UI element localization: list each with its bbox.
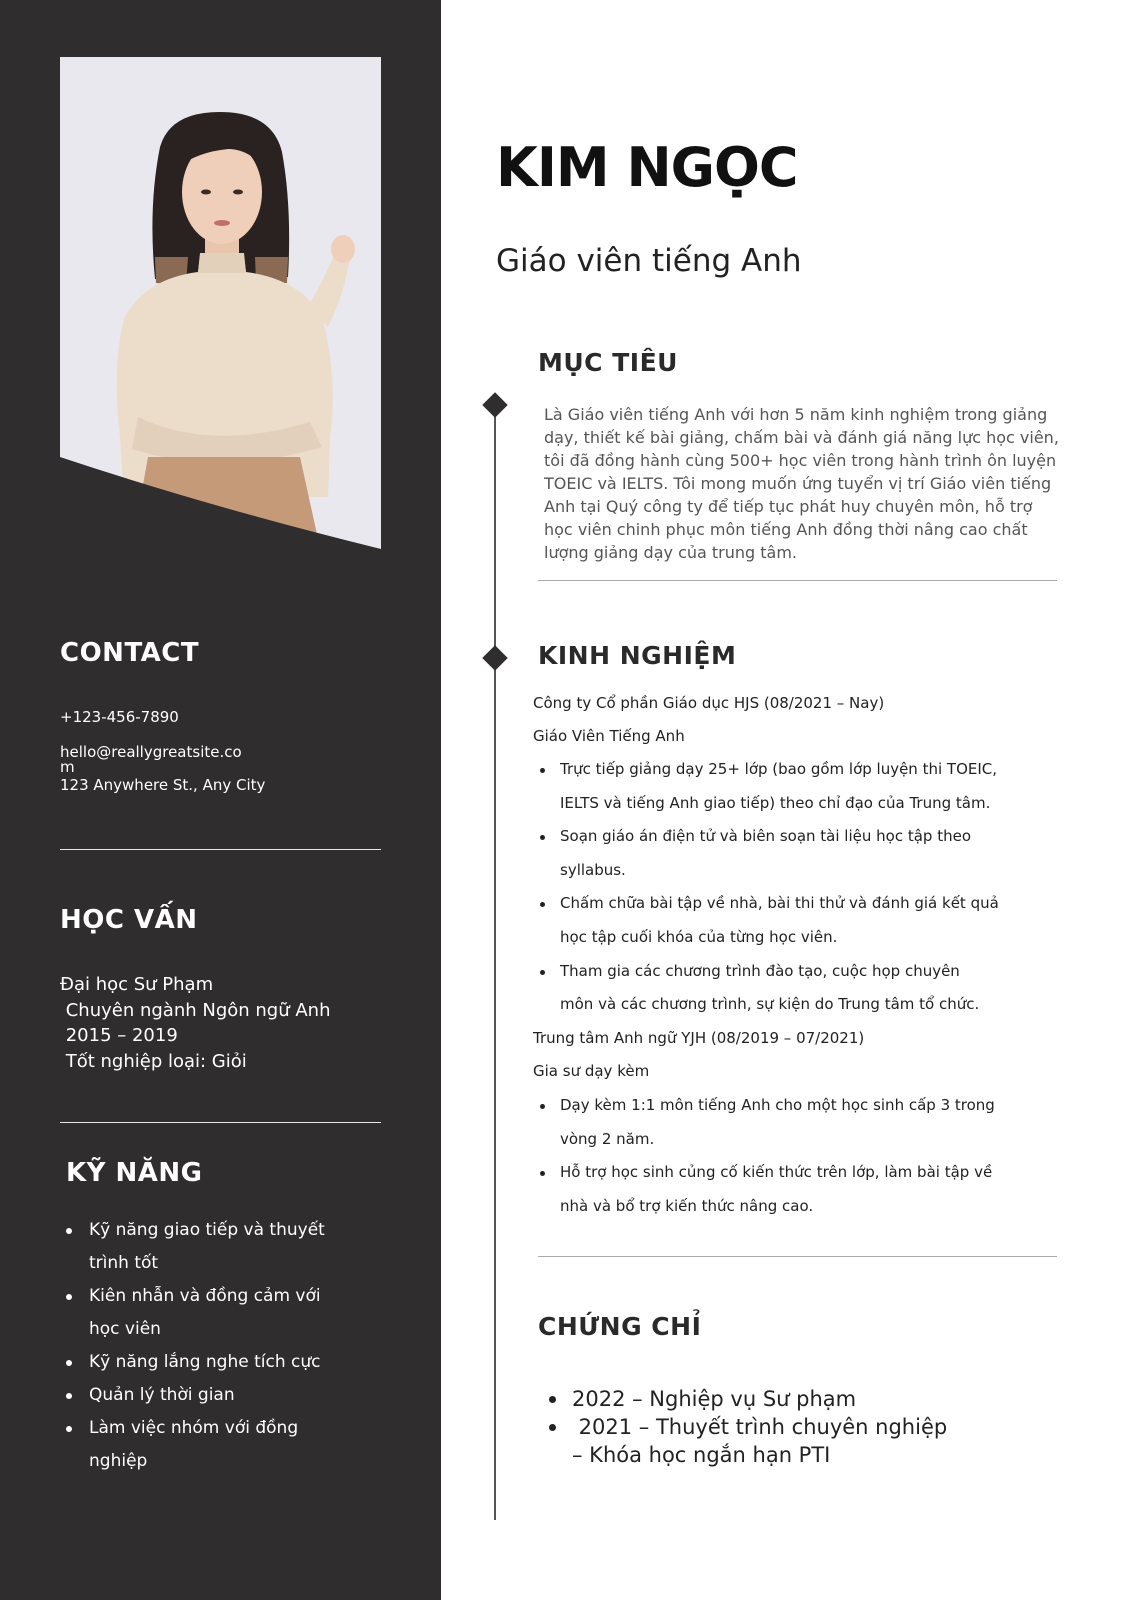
skill-line: trình tốt xyxy=(89,1253,159,1273)
skill-line: Làm việc nhóm với đồng xyxy=(89,1418,299,1438)
bullet-line: học tập cuối khóa của từng học viên. xyxy=(560,927,838,946)
certificates-list xyxy=(545,1385,995,1469)
timeline-diamond-icon xyxy=(482,392,507,417)
bullet-line: môn và các chương trình, sự kiện do Trung tâm tổ chức. xyxy=(560,995,980,1014)
objective-heading: MỤC TIÊU xyxy=(538,348,678,377)
list-item xyxy=(62,1379,362,1412)
timeline-line xyxy=(494,405,496,1520)
divider xyxy=(538,1256,1057,1257)
list-item xyxy=(62,1280,362,1346)
certificates-heading: CHỨNG CHỈ xyxy=(538,1312,702,1341)
job-company: Công ty Cổ phần Giáo dục HJS (08/2021 – Nay) xyxy=(533,694,885,712)
timeline-diamond-icon xyxy=(482,645,507,670)
divider xyxy=(538,580,1057,581)
list-item xyxy=(533,820,1033,887)
list-item xyxy=(533,887,1033,954)
profile-name: KIM NGỌC xyxy=(496,136,798,199)
divider xyxy=(60,1122,381,1123)
education-school: Đại học Sư Phạm xyxy=(60,974,214,995)
list-item xyxy=(545,1385,995,1413)
bullet-line: nhà và bổ trợ kiến thức nâng cao. xyxy=(560,1196,814,1215)
education-details xyxy=(60,972,380,1074)
skill-line: nghiệp xyxy=(89,1451,148,1471)
contact-email-line2: m xyxy=(60,758,75,776)
job-title: Giáo Viên Tiếng Anh xyxy=(533,727,685,745)
contact-email-line1: hello@reallygreatsite.co xyxy=(60,743,242,761)
profile-photo xyxy=(60,57,381,557)
skills-heading: KỸ NĂNG xyxy=(66,1158,203,1188)
job-bullets xyxy=(533,753,1033,1022)
skill-line: Kiên nhẫn và đồng cảm với xyxy=(89,1286,321,1306)
certificate-line: 2021 – Thuyết trình chuyên nghiệp xyxy=(572,1415,948,1439)
education-grade: Tốt nghiệp loại: Giỏi xyxy=(60,1050,247,1072)
education-heading: HỌC VẤN xyxy=(60,905,198,935)
bullet-line: Trực tiếp giảng dạy 25+ lớp (bao gồm lớp luyện thi TOEIC, xyxy=(560,760,998,778)
certificate-line: 2022 – Nghiệp vụ Sư phạm xyxy=(572,1387,857,1411)
contact-address: 123 Anywhere St., Any City xyxy=(60,776,266,794)
contact-heading: CONTACT xyxy=(60,638,200,668)
skill-line: Kỹ năng lắng nghe tích cực xyxy=(89,1352,321,1372)
bullet-line: Tham gia các chương trình đào tạo, cuộc họp chuyên xyxy=(560,961,960,980)
list-item xyxy=(533,1156,1033,1223)
bullet-line: Soạn giáo án điện tử và biên soạn tài liệu học tập theo xyxy=(560,827,971,846)
skill-line: Quản lý thời gian xyxy=(89,1385,235,1405)
experience-heading: KINH NGHIỆM xyxy=(538,641,737,670)
bullet-line: vòng 2 năm. xyxy=(560,1129,655,1148)
bullet-line: IELTS và tiếng Anh giao tiếp) theo chỉ đạo của Trung tâm. xyxy=(560,793,991,812)
portrait-illustration xyxy=(60,57,381,557)
certificate-line: – Khóa học ngắn hạn PTI xyxy=(572,1443,831,1467)
skill-line: Kỹ năng giao tiếp và thuyết xyxy=(89,1220,325,1240)
list-item xyxy=(533,753,1033,820)
list-item xyxy=(62,1412,362,1478)
divider xyxy=(60,849,381,850)
bullet-line: Chấm chữa bài tập về nhà, bài thi thử và đánh giá kết quả xyxy=(560,894,999,913)
list-item xyxy=(62,1346,362,1379)
experience-list xyxy=(533,692,1033,1223)
job-bullets xyxy=(533,1089,1033,1223)
education-major: Chuyên ngành Ngôn ngữ Anh xyxy=(60,999,331,1021)
sidebar xyxy=(0,0,441,1600)
profile-role: Giáo viên tiếng Anh xyxy=(496,243,802,279)
education-years: 2015 – 2019 xyxy=(60,1025,178,1046)
list-item xyxy=(545,1413,995,1469)
job-company: Trung tâm Anh ngữ YJH (08/2019 – 07/2021) xyxy=(533,1028,865,1047)
bullet-line: Dạy kèm 1:1 môn tiếng Anh cho một học sinh cấp 3 trong xyxy=(560,1095,995,1114)
list-item xyxy=(533,1089,1033,1156)
skill-line: học viên xyxy=(89,1319,161,1339)
contact-phone: +123-456-7890 xyxy=(60,708,179,726)
skills-list xyxy=(62,1214,362,1478)
list-item xyxy=(533,955,1033,1022)
bullet-line: Hỗ trợ học sinh củng cố kiến thức trên lớp, làm bài tập về xyxy=(560,1163,993,1182)
job-title: Gia sư dạy kèm xyxy=(533,1062,650,1081)
objective-text: Là Giáo viên tiếng Anh với hơn 5 năm kinh nghiệm trong giảng dạy, thiết kế bài giảng, chấm bài và đánh giá năng lực học viên, tôi đã đồng hành cùng 500+ học viên trong hành trình ôn luyện TOEIC và IELTS. Tôi mong muốn ứng tuyển vị trí Giáo viên tiếng Anh tại Quý công ty để tiếp tục phát huy chuyên môn, hỗ trợ học viên chinh phục môn tiếng Anh đồng thời nâng cao chất lượng giảng dạy của trung tâm. xyxy=(544,405,1059,562)
bullet-line: syllabus. xyxy=(560,860,626,879)
contact-email xyxy=(60,743,242,776)
list-item xyxy=(62,1214,362,1280)
